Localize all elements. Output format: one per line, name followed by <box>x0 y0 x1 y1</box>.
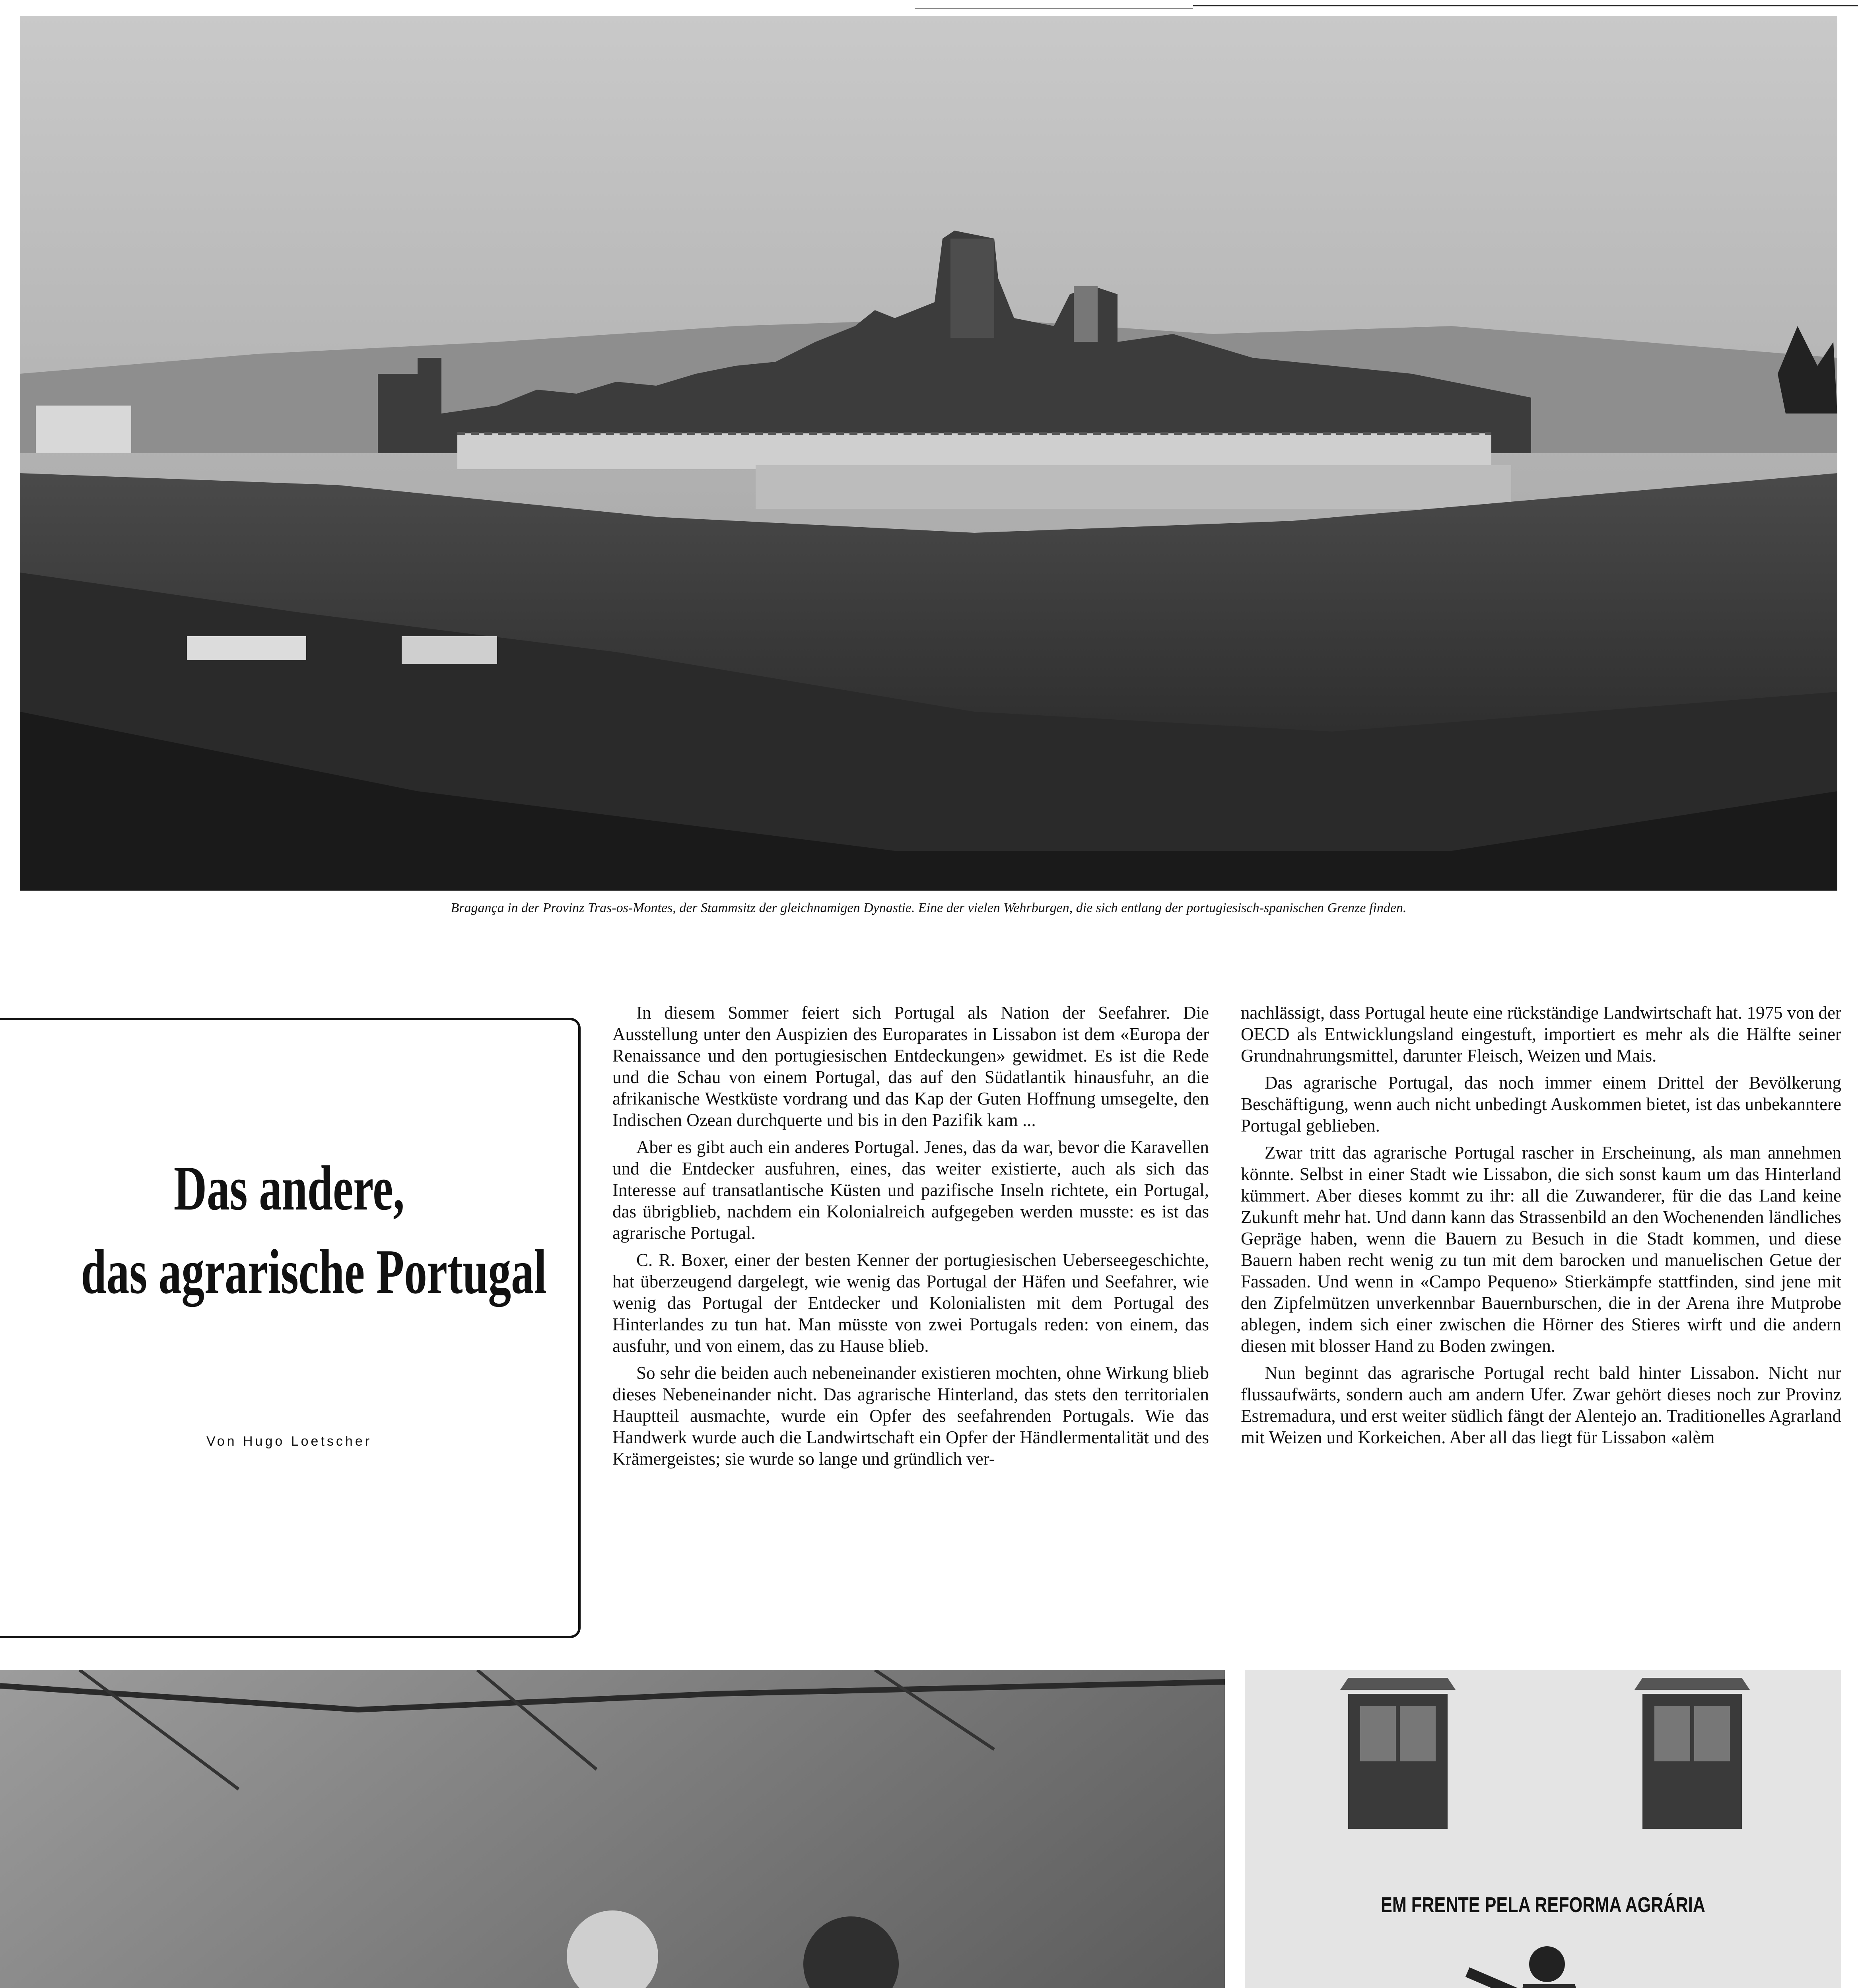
paragraph: C. R. Boxer, einer der besten Kenner der portugiesischen Ueberseegeschichte, hat überzeugend dargelegt, wie wenig das Portugal der Häfen und Seefahrer, wie wenig das Portugal der Entdecker und Kolonialisten mit dem Portugal des Hinterlandes zu tun hat. Man müsste von zwei Portugals reden: von einem, das ausfuhr, und von einem, das zu Hause blieb. <box>612 1250 1209 1356</box>
headline-box <box>0 1018 581 1638</box>
article-column-1 <box>612 1002 1209 1475</box>
propaganda-sign-text: EM FRENTE PELA REFORMA AGRÁRIA <box>1381 1893 1705 1917</box>
scan-top-edge <box>0 0 1858 12</box>
byline: Von Hugo Loetscher <box>206 1434 372 1449</box>
braganca-photo <box>20 16 1837 891</box>
paragraph: nachlässigt, dass Portugal heute eine rückständige Landwirtschaft hat. 1975 von der OECD als Entwicklungsland eingestuft, importiert es mehr als die Hälfte seiner Grundnahrungsmittel, darunter Fleisch, Weizen und Mais. <box>1241 1003 1841 1066</box>
paragraph: Das agrarische Portugal, das noch immer einem Drittel der Bevölkerung Beschäftigung, wenn auch nicht unbedingt Auskommen bietet, ist das unbekanntere Portugal geblieben. <box>1241 1073 1841 1136</box>
propaganda-photo <box>1245 1670 1841 1988</box>
paragraph: Aber es gibt auch ein anderes Portugal. Jenes, das da war, bevor die Karavellen und die Entdecker ausfuhren, eines, das weiter existierte, auch als sich das Interesse auf transatlantische Küsten und pazifische Inseln richtete, ein Portugal, das übrigblieb, nachdem ein Kolonialreich aufgegeben werden musste: es ist das agrarische Portugal. <box>612 1137 1209 1243</box>
farmworkers-photo <box>0 1670 1225 1988</box>
headline-line2: das agrarische Portugal <box>81 1236 547 1307</box>
paragraph: So sehr die beiden auch nebeneinander existieren mochten, ohne Wirkung blieb dieses Nebeneinander nicht. Das agrarische Hinterland, das stets den territorialen Hauptteil ausmachte, wurde ein Opfer des seefahrenden Portugals. Wie das Handwerk wurde auch die Landwirtschaft ein Opfer der Händlermentalität und des Krämergeistes; sie wurde so lange und gründlich ver- <box>612 1363 1209 1469</box>
article-column-2 <box>1241 1002 1841 1454</box>
headline-line1: Das andere, <box>173 1153 405 1223</box>
paragraph: Nun beginnt das agrarische Portugal recht bald hinter Lissabon. Nicht nur flussaufwärts, sondern auch am andern Ufer. Zwar gehört dieses noch zur Provinz Estremadura, und erst weiter südlich fängt der Alentejo an. Traditionelles Agrarland mit Weizen und Korkeichen. Aber all das liegt für Lissabon «alèm <box>1241 1363 1841 1447</box>
braganca-caption: Bragança in der Provinz Tras-os-Montes, der Stammsitz der gleichnamigen Dynastie. Eine der vielen Wehrburgen, die sich entlang der portugiesisch-spanischen Grenze finden. <box>451 901 1407 915</box>
paragraph: Zwar tritt das agrarische Portugal rascher in Erscheinung, als man annehmen könnte. Selbst in einer Stadt wie Lissabon, die sich sonst kaum um das Hinterland kümmert. Aber dieses kommt zu ihr: all die Zuwanderer, für die das Land keine Zukunft mehr hat. Und dann kann das Strassenbild an den Wochenenden ländliches Gepräge haben, wenn die Bauern zu Besuch in die Stadt kommen, und diese Bauern haben recht wenig zu tun mit dem barocken und manuelischen Getue der Fassaden. Und wenn in «Campo Pequeno» Stierkämpfe stattfinden, sind jene mit den Zipfelmützen unverkennbar Bauernburschen, die in der Arena ihre Mutprobe ablegen, indem sich einer zwischen die Hörner des Stieres wirft und die andern diesen mit blosser Hand zu Boden zwingen. <box>1241 1143 1841 1356</box>
paragraph: In diesem Sommer feiert sich Portugal als Nation der Seefahrer. Die Ausstellung unter den Auspizien des Europarates in Lissabon ist dem «Europa der Renaissance und den portugiesischen Entdeckungen» gewidmet. Es ist die Rede und die Schau von einem Portugal, das auf den Südatlantik hinausfuhr, an die afrikanische Westküste vordrang und das Kap der Guten Hoffnung umsegelte, den Indischen Ozean durchquerte und bis in den Pazifik kam ... <box>612 1003 1209 1130</box>
